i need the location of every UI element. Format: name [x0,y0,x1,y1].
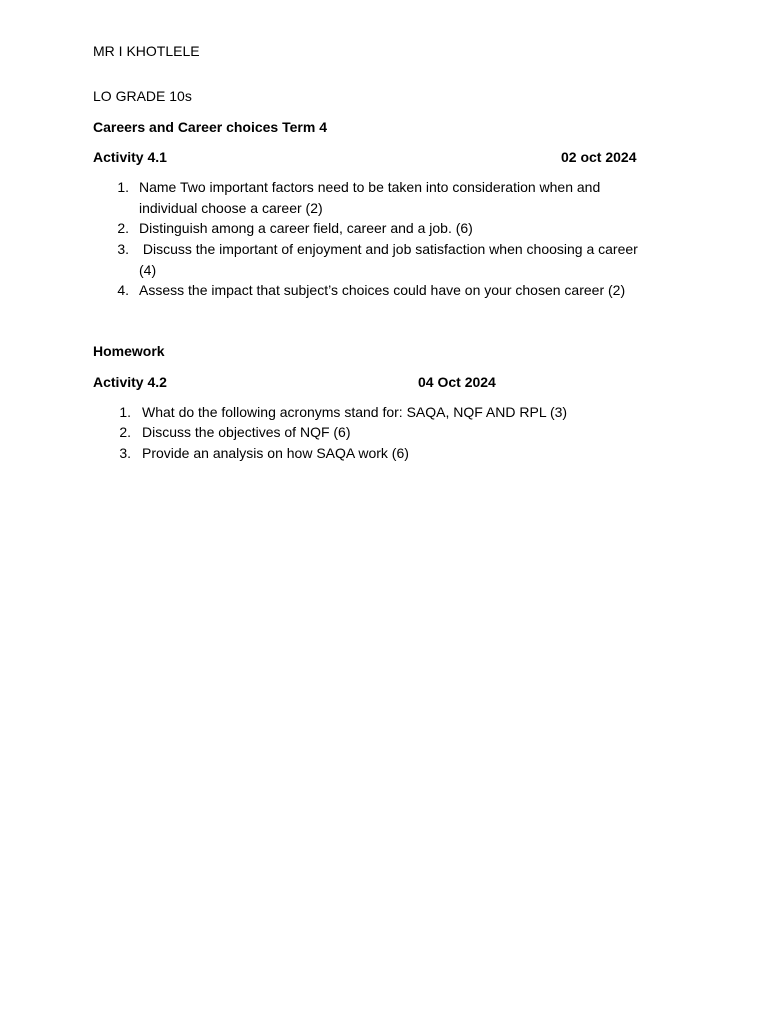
activity-2-title: Activity 4.2 [93,374,167,390]
list-item-number: 3. [119,445,131,461]
list-item-number: 1. [117,179,129,195]
list-item-number: 2. [117,220,129,236]
homework-heading: Homework [93,343,165,359]
list-item-text: Distinguish among a career field, career and a job. (6) [139,220,473,236]
topic-heading: Careers and Career choices Term 4 [93,119,327,135]
activity-2-date: 04 Oct 2024 [418,374,496,390]
activity-1-date: 02 oct 2024 [561,149,637,165]
list-item-text: What do the following acronyms stand for: SAQA, NQF AND RPL (3) [142,404,568,420]
list-item-text: Name Two important factors need to be taken into consideration when and individual choose a career (2) [139,179,601,216]
list-item-number: 4. [117,282,129,298]
list-item-number: 3. [117,241,129,257]
list-item-text: Provide an analysis on how SAQA work (6) [142,445,409,461]
list-item-text: Discuss the important of enjoyment and job satisfaction when choosing a career (4) [139,241,642,278]
list-item-text: Discuss the objectives of NQF (6) [142,424,351,440]
list-item-number: 1. [119,404,131,420]
list-item-number: 2. [119,424,131,440]
class-label: LO GRADE 10s [93,88,192,104]
list-item-text: Assess the impact that subject’s choices could have on your chosen career (2) [139,282,626,298]
teacher-name: MR I KHOTLELE [93,43,200,59]
activity-1-title: Activity 4.1 [93,149,167,165]
